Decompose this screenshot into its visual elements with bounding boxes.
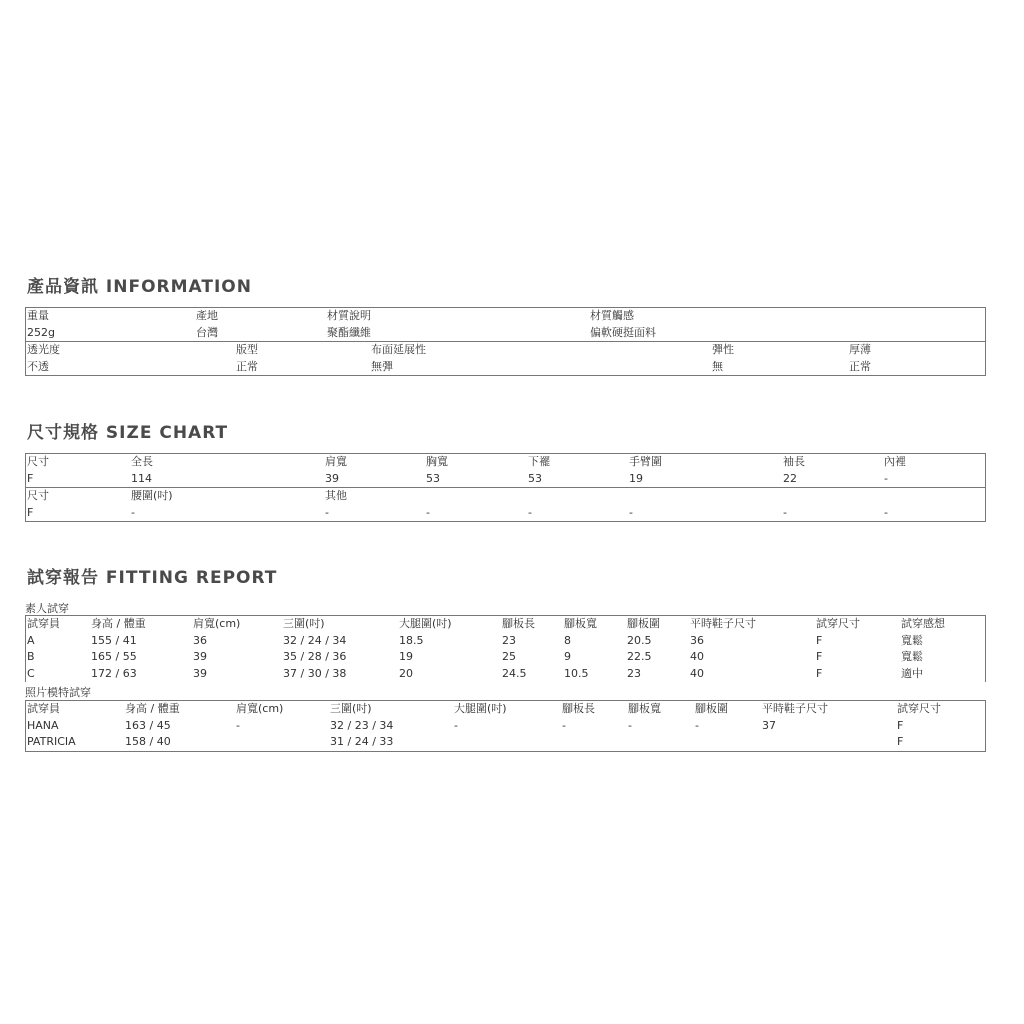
table-cell: 18.5 — [399, 633, 424, 647]
table-header: 肩寬(cm) — [193, 617, 241, 630]
table-cell: 155 / 41 — [91, 633, 137, 647]
model-caption: 照片模特試穿 — [25, 686, 91, 699]
table-cell: 不透 — [27, 359, 49, 373]
table-cell: 厚薄 — [849, 343, 871, 356]
table-cell: F — [27, 471, 34, 485]
table-header: 大腿圍(吋) — [454, 702, 507, 715]
table-cell: 8 — [564, 633, 571, 647]
table-cell: 252g — [27, 325, 55, 339]
table-cell: 25 — [502, 650, 516, 663]
table-header: 腳板長 — [562, 702, 595, 715]
table-cell: 23 — [627, 666, 641, 680]
table-header: 身高 / 體重 — [91, 617, 146, 630]
table-cell: 32 / 23 / 34 — [330, 718, 394, 732]
table-cell: 36 — [690, 633, 704, 647]
table-cell: 尺寸 — [27, 455, 49, 468]
table-cell: 腰圍(吋) — [131, 489, 173, 502]
table-cell: 台灣 — [196, 325, 218, 339]
table-cell: 肩寬 — [325, 455, 347, 468]
table-cell: - — [454, 718, 458, 732]
table-cell: 內裡 — [884, 455, 906, 468]
information-title: 產品資訊 INFORMATION — [27, 277, 252, 297]
table-cell: - — [426, 505, 430, 519]
table-cell: 9 — [564, 650, 571, 663]
table-cell: 手臂圍 — [629, 455, 662, 468]
table-cell: 40 — [690, 650, 704, 663]
size-chart-title: 尺寸規格 SIZE CHART — [27, 423, 229, 443]
table-cell: - — [884, 471, 888, 485]
size-row2-values — [26, 505, 985, 522]
table-cell: 聚酯纖維 — [327, 325, 371, 339]
table-cell: 40 — [690, 666, 704, 680]
table-cell: 39 — [325, 471, 339, 485]
table-cell: 材質觸感 — [590, 309, 634, 322]
table-cell: HANA — [27, 718, 59, 732]
table-cell: 19 — [399, 650, 413, 663]
table-cell: 39 — [193, 650, 207, 663]
table-cell: 32 / 24 / 34 — [283, 633, 347, 647]
size-row2-header — [26, 487, 985, 505]
table-cell: PATRICIA — [27, 735, 76, 748]
table-header: 肩寬(cm) — [236, 702, 284, 715]
table-header: 腳板圍 — [627, 617, 660, 630]
table-header: 試穿員 — [27, 702, 60, 715]
table-header: 三圍(吋) — [330, 702, 372, 715]
info-row1-values — [26, 325, 985, 342]
table-cell: - — [783, 505, 787, 519]
table-cell: 正常 — [849, 359, 871, 373]
table-cell: F — [897, 735, 904, 748]
table-cell: 53 — [426, 471, 440, 485]
table-row — [26, 633, 985, 650]
table-cell: - — [131, 505, 135, 519]
table-cell: F — [816, 633, 823, 647]
table-cell: 彈性 — [712, 343, 734, 356]
table-cell: 下襬 — [528, 455, 550, 468]
table-cell: 全長 — [131, 455, 153, 468]
table-header: 腳板圍 — [695, 702, 728, 715]
table-cell: - — [884, 505, 888, 519]
table-cell: 布面延展性 — [371, 343, 426, 356]
table-header: 試穿員 — [27, 617, 60, 630]
table-header: 腳板寬 — [564, 617, 597, 630]
table-cell: 20.5 — [627, 633, 652, 647]
table-cell: 31 / 24 / 33 — [330, 735, 394, 748]
amateur-caption: 素人試穿 — [25, 602, 69, 615]
table-cell: A — [27, 633, 35, 647]
table-header: 試穿尺寸 — [816, 617, 860, 630]
table-cell: 產地 — [196, 309, 218, 322]
table-row — [26, 649, 985, 666]
table-cell: 適中 — [901, 666, 923, 680]
model-fitting-table — [25, 700, 986, 752]
amateur-header-row — [26, 616, 985, 633]
information-table — [25, 307, 986, 376]
table-cell: 158 / 40 — [125, 735, 171, 748]
table-cell: 37 / 30 / 38 — [283, 666, 347, 680]
table-cell: 23 — [502, 633, 516, 647]
table-cell: 透光度 — [27, 343, 60, 356]
table-cell: - — [528, 505, 532, 519]
table-cell: - — [562, 718, 566, 732]
table-cell: 22.5 — [627, 650, 652, 663]
table-cell: - — [629, 505, 633, 519]
table-cell: 材質說明 — [327, 309, 371, 322]
table-row — [26, 666, 985, 683]
info-row2-values — [26, 359, 985, 376]
table-cell: 36 — [193, 633, 207, 647]
table-header: 身高 / 體重 — [125, 702, 180, 715]
table-cell: C — [27, 666, 35, 680]
table-row — [26, 734, 985, 751]
table-cell: 19 — [629, 471, 643, 485]
table-cell: - — [325, 505, 329, 519]
table-cell: 172 / 63 — [91, 666, 137, 680]
table-cell: 無 — [712, 359, 723, 373]
fitting-report-title: 試穿報告 FITTING REPORT — [27, 568, 278, 588]
table-header: 三圍(吋) — [283, 617, 325, 630]
table-cell: - — [628, 718, 632, 732]
amateur-fitting-table — [25, 615, 986, 682]
table-header: 腳板寬 — [628, 702, 661, 715]
table-header: 試穿感想 — [901, 617, 945, 630]
table-cell: 偏軟硬挺面料 — [590, 325, 656, 339]
table-cell: 114 — [131, 471, 152, 485]
table-cell: 20 — [399, 666, 413, 680]
table-cell: 無彈 — [371, 359, 393, 373]
size-row1-header — [26, 454, 985, 471]
info-row1-header — [26, 308, 985, 325]
table-cell: 寬鬆 — [901, 633, 923, 647]
table-row — [26, 718, 985, 735]
table-cell: 10.5 — [564, 666, 589, 680]
table-cell: 39 — [193, 666, 207, 680]
table-cell: 其他 — [325, 489, 347, 502]
table-cell: 尺寸 — [27, 489, 49, 502]
model-header-row — [26, 701, 985, 718]
table-cell: 53 — [528, 471, 542, 485]
table-cell: 37 — [762, 718, 776, 732]
table-header: 試穿尺寸 — [897, 702, 941, 715]
table-cell: - — [695, 718, 699, 732]
table-cell: 寬鬆 — [901, 650, 923, 663]
table-header: 腳板長 — [502, 617, 535, 630]
table-cell: 165 / 55 — [91, 650, 137, 663]
table-cell: 24.5 — [502, 666, 527, 680]
table-cell: 重量 — [27, 309, 49, 322]
size-chart-table — [25, 453, 986, 522]
table-cell: F — [897, 718, 904, 732]
table-cell: 正常 — [236, 359, 258, 373]
info-row2-header — [26, 341, 985, 359]
table-cell: B — [27, 650, 35, 663]
table-cell: 袖長 — [783, 455, 805, 468]
table-cell: 版型 — [236, 343, 258, 356]
table-cell: F — [27, 505, 34, 519]
table-header: 大腿圍(吋) — [399, 617, 452, 630]
table-cell: F — [816, 650, 823, 663]
table-cell: F — [816, 666, 823, 680]
table-header: 平時鞋子尺寸 — [690, 617, 756, 630]
table-cell: 35 / 28 / 36 — [283, 650, 347, 663]
table-cell: - — [236, 718, 240, 732]
table-cell: 22 — [783, 471, 797, 485]
table-cell: 胸寬 — [426, 455, 448, 468]
size-row1-values — [26, 471, 985, 488]
table-cell: 163 / 45 — [125, 718, 171, 732]
table-header: 平時鞋子尺寸 — [762, 702, 828, 715]
